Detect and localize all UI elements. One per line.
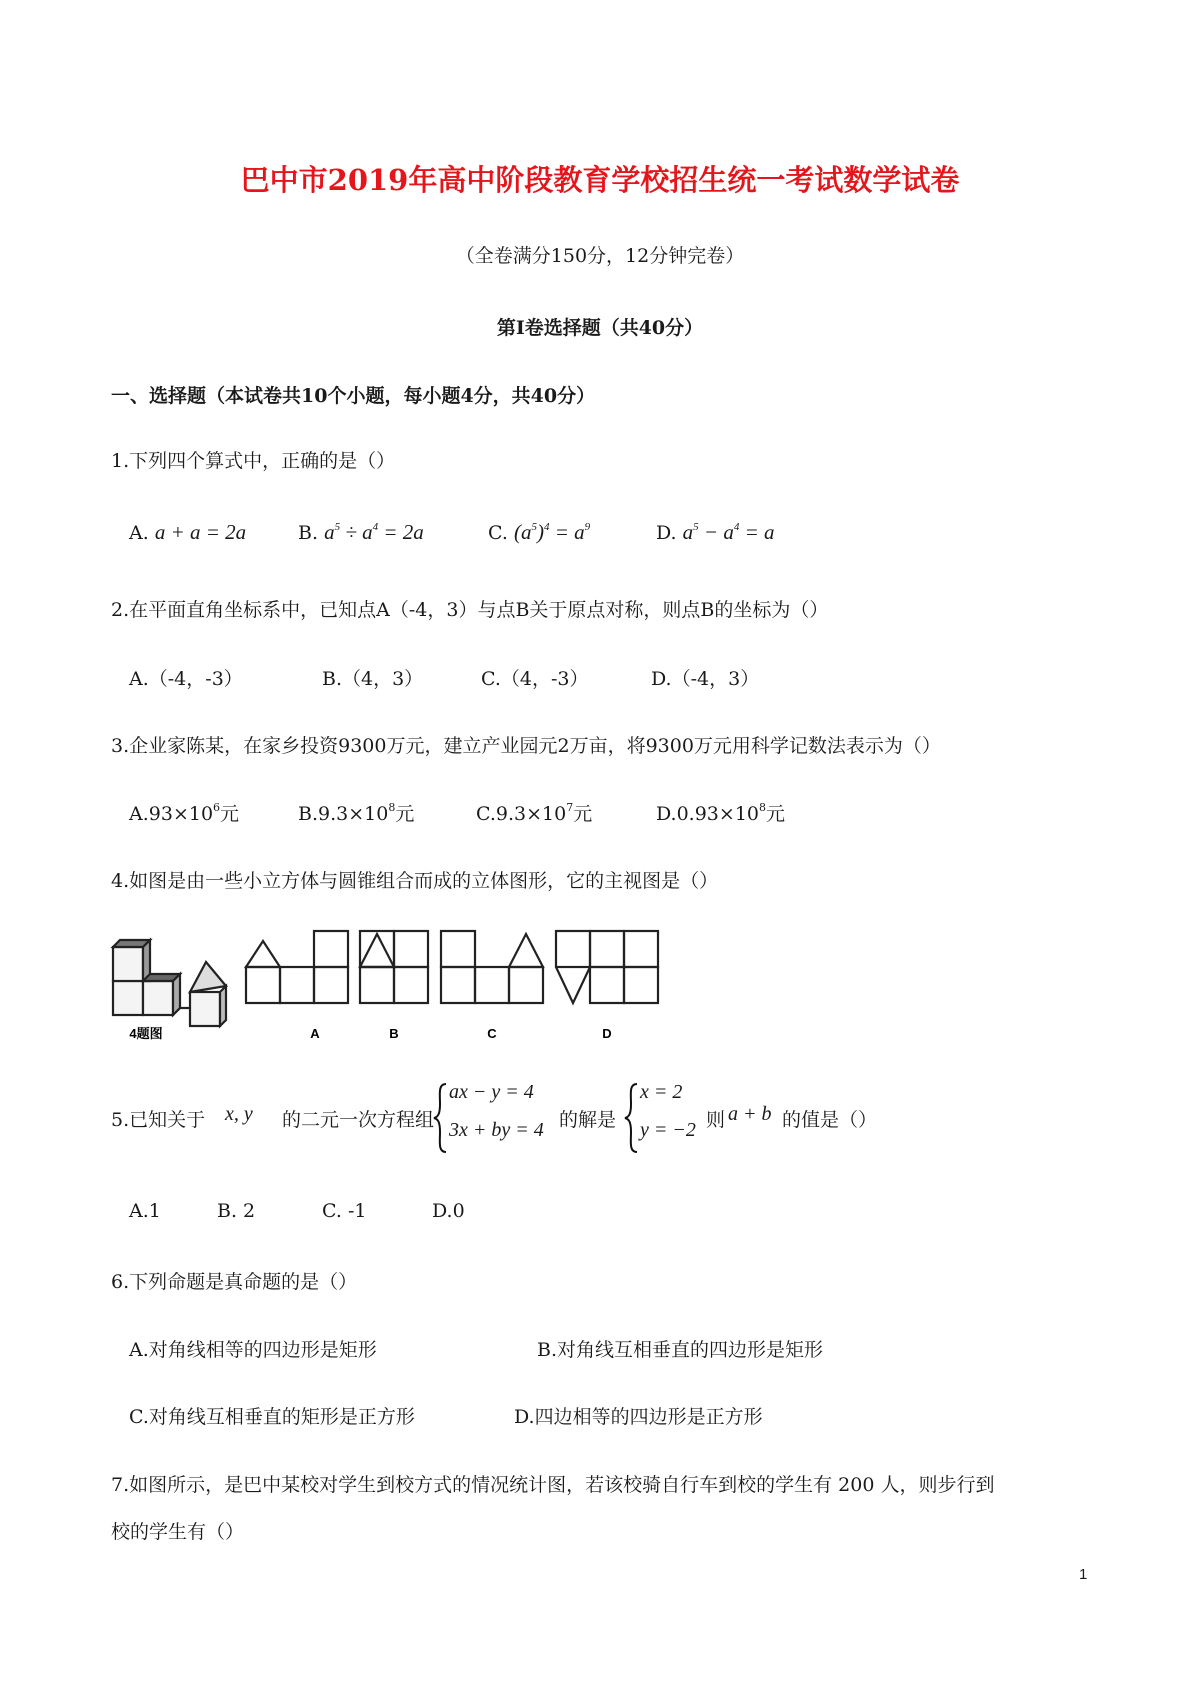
q1-stem: 1.下列四个算式中，正确的是（） <box>111 450 396 472</box>
q2-option-a: A.（-4，-3） <box>129 668 243 690</box>
q5-vars: x, y <box>225 1103 253 1125</box>
q2-option-d: D.（-4，3） <box>651 668 760 690</box>
q1-option-a: A. a + a = 2a <box>129 520 247 544</box>
q5-mid1: 的二元一次方程组 <box>282 1109 435 1131</box>
q5-system-brace <box>432 1082 448 1154</box>
q3-option-a: $A.93\times 10^6$元 <box>129 801 240 825</box>
q1-option-b: B. $a^5 \div a^4 = 2a$ <box>298 520 424 544</box>
q4-label-d: D <box>602 1026 612 1041</box>
q4-fig-label: 4题图 <box>129 1026 163 1041</box>
q3-stem: 3.企业家陈某，在家乡投资9300万元，建立产业园元2万亩，将9300万元用科学记数法表示为（） <box>111 735 941 757</box>
q2-stem: 2.在平面直角坐标系中，已知点A（-4，3）与点B关于原点对称，则点B的坐标为（） <box>111 599 829 621</box>
q3-option-d: $D.0.93\times 10^8$元 <box>656 801 786 825</box>
page-title: 巴中市2019年高中阶段教育学校招生统一考试数学试卷 <box>240 163 960 197</box>
q4-option-b-figure <box>360 931 428 1003</box>
q5-mid3: 则 <box>706 1109 726 1131</box>
q1-option-c: C. $(a^5)^4 = a^9$ <box>488 520 591 544</box>
page-number: 1 <box>1079 1566 1088 1583</box>
q5-sol2: y = −2 <box>640 1119 696 1141</box>
q4-option-a-figure <box>246 931 348 1003</box>
q5-option-b: B. 2 <box>217 1200 256 1222</box>
q4-solid-figure <box>113 940 226 1026</box>
q5-eq1: ax − y = 4 <box>449 1081 534 1103</box>
q4-label-a: A <box>310 1026 320 1041</box>
q7-line2: 校的学生有（） <box>111 1521 245 1543</box>
q3-option-c: $C.9.3\times 10^7$元 <box>476 801 593 825</box>
q1-option-d: D. $a^5 - a^4 = a$ <box>656 520 775 544</box>
q3-option-b: $B.9.3\times 10^8$元 <box>298 801 415 825</box>
part-heading: 第Ⅰ卷选择题（共40分） <box>496 317 704 339</box>
q7-line1: 7.如图所示，是巴中某校对学生到校方式的情况统计图，若该校骑自行车到校的学生有 200 人，则步行到 <box>111 1474 995 1496</box>
q4-label-c: C <box>487 1026 497 1041</box>
q4-option-d-figure <box>556 931 658 1003</box>
q5-mid2: 的解是 <box>559 1109 617 1131</box>
q6-option-d: D.四边相等的四边形是正方形 <box>514 1406 763 1428</box>
q2-option-b: B.（4，3） <box>322 668 424 690</box>
q4-label-b: B <box>389 1026 399 1041</box>
q5-sol1: x = 2 <box>640 1081 683 1103</box>
q5-expr: a + b <box>728 1103 772 1125</box>
q5-option-a: A.1 <box>129 1200 161 1222</box>
q4-option-c-figure <box>441 931 543 1003</box>
q4-figure <box>108 918 708 1043</box>
section-heading: 一、选择题（本试卷共10个小题，每小题4分，共40分） <box>111 385 596 407</box>
q4-stem: 4.如图是由一些小立方体与圆锥组合而成的立体图形，它的主视图是（） <box>111 870 719 892</box>
q6-option-c: C.对角线互相垂直的矩形是正方形 <box>129 1406 415 1428</box>
q5-option-d: D.0 <box>432 1200 465 1222</box>
q5-solution-brace <box>623 1082 639 1154</box>
q6-option-b: B.对角线互相垂直的四边形是矩形 <box>537 1339 824 1361</box>
q6-stem: 6.下列命题是真命题的是（） <box>111 1271 358 1293</box>
q5-suffix: 的值是（） <box>782 1109 878 1131</box>
q6-option-a: A.对角线相等的四边形是矩形 <box>129 1339 377 1361</box>
q5-eq2: 3x + by = 4 <box>449 1119 544 1141</box>
q2-option-c: C.（4，-3） <box>481 668 589 690</box>
exam-subtitle: （全卷满分150分，12分钟完卷） <box>455 245 745 267</box>
q5-option-c: C. -1 <box>322 1200 367 1222</box>
q5-prefix: 5.已知关于 <box>111 1109 206 1131</box>
